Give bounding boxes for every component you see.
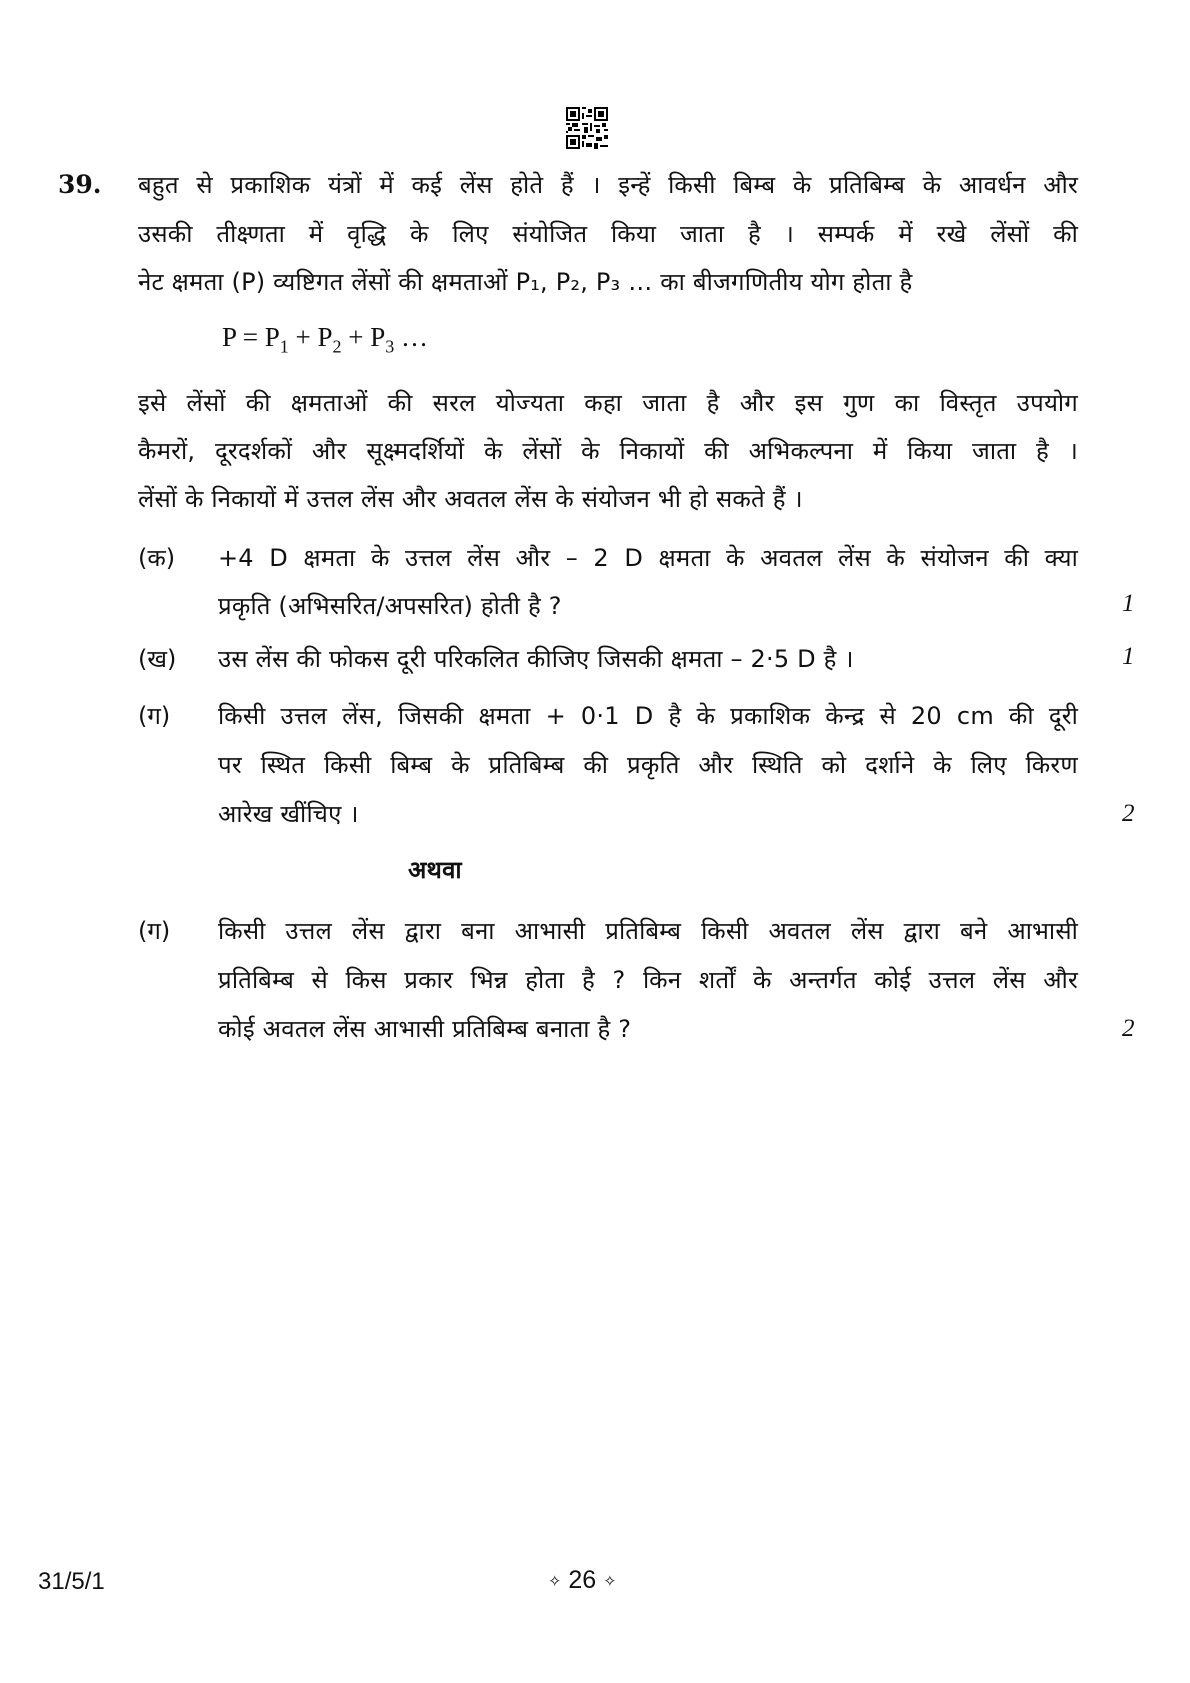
para-line-2: कैमरों, दूरदर्शकों और सूक्ष्मदर्शियों के लेंसों के निकायों की अभिकल्पना में किया जाता है । bbox=[138, 437, 1078, 465]
part-kha-marks: 1 bbox=[1122, 643, 1135, 670]
alt-part-marks: 2 bbox=[1122, 1015, 1135, 1042]
part-ga-marks: 2 bbox=[1122, 800, 1135, 827]
paper-code: 31/5/1 bbox=[38, 1568, 105, 1595]
qr-code-icon bbox=[566, 107, 608, 149]
page-number-block bbox=[548, 1566, 617, 1595]
part-kha-line-1: उस लेंस की फोकस दूरी परिकलित कीजिए जिसकी क्षमता – 2·5 D है । bbox=[218, 645, 854, 673]
part-ka-line-1: +4 D क्षमता के उत्तल लेंस और – 2 D क्षमता के अवतल लेंस के संयोजन की क्या bbox=[218, 544, 1078, 572]
part-label-kha: (ख) bbox=[138, 645, 177, 673]
intro-line-1: बहुत से प्रकाशिक यंत्रों में कई लेंस होते हैं । इन्हें किसी बिम्ब के प्रतिबिम्ब के आवर्धन और bbox=[138, 171, 1078, 199]
part-ka-line-2: प्रकृति (अभिसरित/अपसरित) होती है ? bbox=[218, 592, 562, 620]
part-ga-line-1: किसी उत्तल लेंस, जिसकी क्षमता + 0·1 D है के प्रकाशिक केन्द्र से 20 cm की दूरी bbox=[218, 702, 1078, 730]
alt-part-label-ga: (ग) bbox=[138, 917, 171, 945]
para-line-3: लेंसों के निकायों में उत्तल लेंस और अवतल लेंस के संयोजन भी हो सकते हैं । bbox=[138, 485, 803, 513]
para-line-1: इसे लेंसों की क्षमताओं की सरल योज्यता कहा जाता है और इस गुण का विस्तृत उपयोग bbox=[138, 389, 1078, 417]
formula-lhs: P = bbox=[222, 322, 265, 352]
part-ka-marks: 1 bbox=[1122, 590, 1135, 617]
formula-ellipsis: … bbox=[394, 322, 429, 352]
alt-part-line-2: प्रतिबिम्ब से किस प्रकार भिन्न होता है ? किन शर्तों के अन्तर्गत कोई उत्तल लेंस और bbox=[218, 966, 1078, 994]
part-ga-line-3: आरेख खींचिए । bbox=[218, 800, 359, 828]
question-number: 39. bbox=[58, 170, 102, 199]
part-label-ga: (ग) bbox=[138, 702, 171, 730]
alt-part-line-3: कोई अवतल लेंस आभासी प्रतिबिम्ब बनाता है ? bbox=[218, 1015, 632, 1043]
alt-part-line-1: किसी उत्तल लेंस द्वारा बना आभासी प्रतिबिम्ब किसी अवतल लेंस द्वारा बने आभासी bbox=[218, 917, 1078, 945]
intro-line-3 bbox=[138, 265, 1078, 298]
page-number: 26 bbox=[568, 1566, 597, 1594]
formula-subscript: 3 bbox=[385, 336, 395, 357]
part-label-ka: (क) bbox=[138, 544, 176, 572]
ornament-right-icon: ✧ bbox=[603, 1573, 617, 1591]
intro-line-3-text: नेट क्षमता (P) व्यष्टिगत लेंसों की क्षमताओं P₁, P₂, P₃ … का बीजगणितीय योग होता है bbox=[138, 268, 913, 296]
part-ga-line-2: पर स्थित किसी बिम्ब के प्रतिबिम्ब की प्रकृति और स्थिति को दर्शाने के लिए किरण bbox=[218, 751, 1078, 779]
formula-subscript: 1 bbox=[279, 336, 289, 357]
ornament-left-icon: ✧ bbox=[548, 1573, 562, 1591]
or-label: अथवा bbox=[408, 856, 462, 884]
formula-term: + P bbox=[288, 322, 333, 352]
formula-term: P bbox=[264, 322, 280, 352]
formula-term: + P bbox=[341, 322, 386, 352]
formula-subscript: 2 bbox=[332, 336, 342, 357]
power-formula bbox=[222, 322, 428, 357]
intro-line-2: उसकी तीक्ष्णता में वृद्धि के लिए संयोजित किया जाता है । सम्पर्क में रखे लेंसों की bbox=[138, 220, 1078, 248]
